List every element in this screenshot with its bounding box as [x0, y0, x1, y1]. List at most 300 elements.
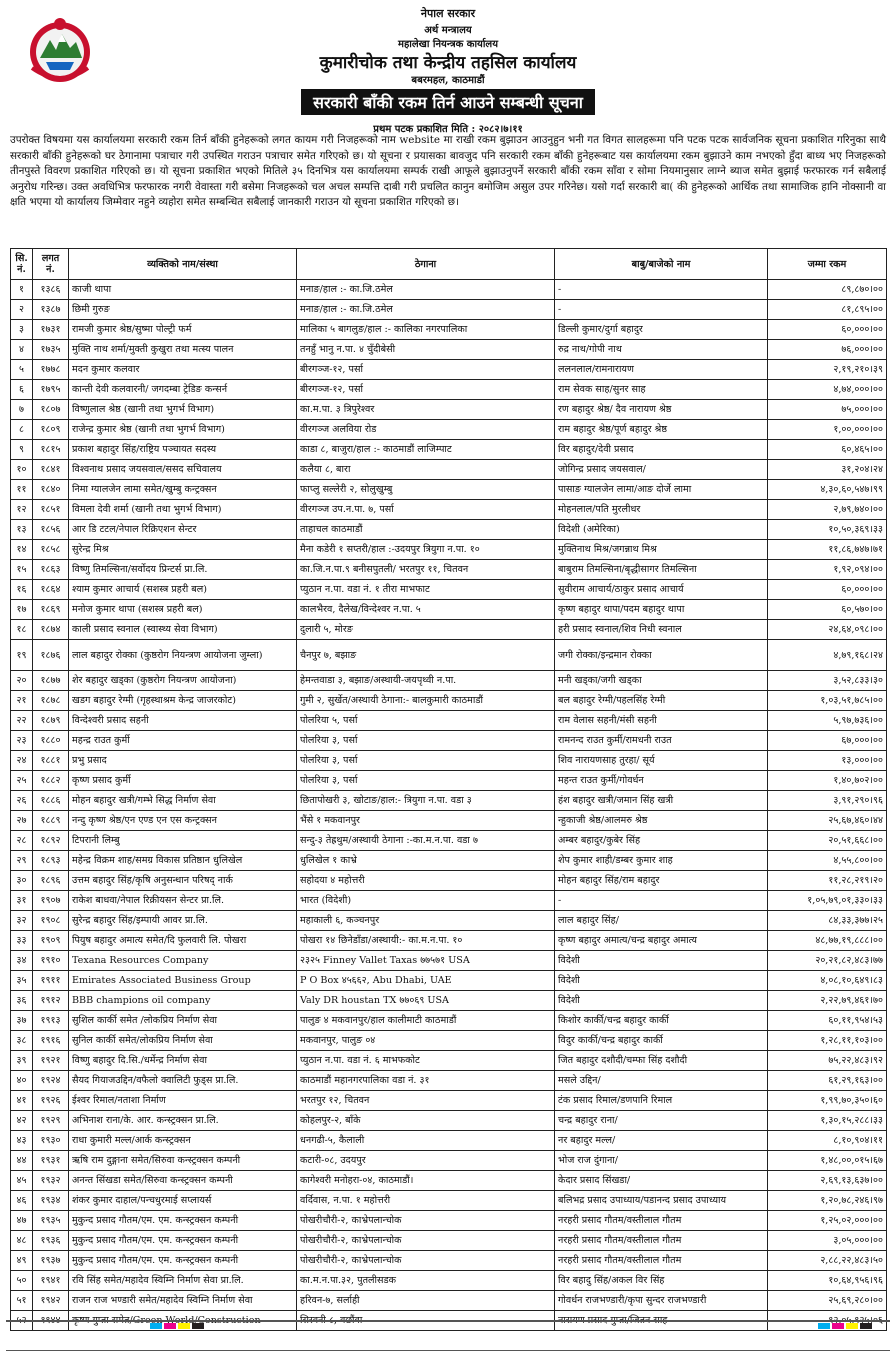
table-row: [11, 560, 887, 580]
cell-sn: ३२: [11, 911, 33, 931]
cell-lagat: १८८०: [33, 731, 69, 751]
cell-father: पासाङ ग्यालजेन लामा/आङ दोर्जे लामा: [555, 480, 768, 500]
table-row: [11, 731, 887, 751]
cell-lagat: १९२४: [33, 1071, 69, 1091]
cell-address: ताहाचल काठमाडौं: [297, 520, 555, 540]
cell-lagat: १९२६: [33, 1091, 69, 1111]
table-row: [11, 280, 887, 300]
table-row: [11, 400, 887, 420]
cell-father: कृष्ण बहादुर थापा/पदम बहादुर थापा: [555, 600, 768, 620]
footer-rule: [6, 1320, 890, 1322]
cell-sn: ३: [11, 320, 33, 340]
cell-sn: ४५: [11, 1171, 33, 1191]
cell-father: बल बहादुर रेग्मी/पहलसिंह रेग्मी: [555, 691, 768, 711]
cell-lagat: १८७४: [33, 620, 69, 640]
table-row: [11, 831, 887, 851]
cell-name: राकेश बाधवा/नेपाल रिक्रीयसन सेन्टर प्रा.लि.: [69, 891, 297, 911]
cell-father: मोहनलाल/पति मुरलीधर: [555, 500, 768, 520]
cell-lagat: १८५१: [33, 500, 69, 520]
cell-lagat: १९०७: [33, 891, 69, 911]
cell-address: पोखरीचौरी-२, काभ्रेपलान्चोक: [297, 1251, 555, 1271]
cell-father: विदेशी: [555, 991, 768, 1011]
cell-name: Emirates Associated Business Group: [69, 971, 297, 991]
cell-sn: ३६: [11, 991, 33, 1011]
cell-lagat: १८७६: [33, 640, 69, 671]
cell-lagat: १९१२: [33, 991, 69, 1011]
cell-amount: १,२८,११,१०३।००: [768, 1031, 887, 1051]
cell-amount: १,२०,७८,२४६।९७: [768, 1191, 887, 1211]
cell-amount: २५,६९,२८०।००: [768, 1291, 887, 1311]
cell-sn: ४८: [11, 1231, 33, 1251]
cell-amount: २,१९,२१०।३९: [768, 360, 887, 380]
table-row: [11, 480, 887, 500]
cell-name: महेन्द्र विक्रम शाह/समग्र विकास प्रतिष्ठान धुलिखेल: [69, 851, 297, 871]
cell-sn: २: [11, 300, 33, 320]
cell-amount: ६०,४६५।००: [768, 440, 887, 460]
cell-amount: ११,२८,२१९।२०: [768, 871, 887, 891]
print-color-bar: [192, 1323, 204, 1329]
cell-name: प्रकाश बहादुर सिंह/राष्ट्रिय पञ्चायत सदस्य: [69, 440, 297, 460]
cell-lagat: १८७८: [33, 691, 69, 711]
cell-address: बीरगञ्ज-१२, पर्सा: [297, 360, 555, 380]
table-row: [11, 771, 887, 791]
cell-name: विष्णु बहादुर दि.सि./धर्मेन्द्र निर्माण सेवा: [69, 1051, 297, 1071]
table-row: [11, 1291, 887, 1311]
table-row: [11, 811, 887, 831]
cell-address: बीरगञ्ज-१२, पर्सा: [297, 380, 555, 400]
cell-address: दुलारी ५, मोरङ: [297, 620, 555, 640]
cell-father: कृष्ण बहादुर अमात्य/चन्द्र बहादुर अमात्य: [555, 931, 768, 951]
cell-amount: १,३०,१५,२८८।३३: [768, 1111, 887, 1131]
cell-name: नन्दु कृष्ण श्रेष्ठ/एन एण्ड एन एस कन्ट्रक्सन: [69, 811, 297, 831]
cell-address: भैंसे १ मकवानपुर: [297, 811, 555, 831]
cell-name: सुरेन्द्र मिश्र: [69, 540, 297, 560]
cell-name: मुकुन्द प्रसाद गौतम/एम. एम. कन्स्ट्रक्सन कम्पनी: [69, 1231, 297, 1251]
office-location: बबरमहल, काठमाडौं: [411, 75, 485, 86]
cell-lagat: १९०८: [33, 911, 69, 931]
defaulters-table: [10, 248, 887, 1331]
table-row: [11, 1151, 887, 1171]
cell-sn: २२: [11, 711, 33, 731]
cell-address: पोखरीचौरी-२, काभ्रेपलान्चोक: [297, 1231, 555, 1251]
table-row: [11, 520, 887, 540]
print-color-bar: [860, 1323, 872, 1329]
cell-lagat: १९११: [33, 971, 69, 991]
cell-name: कृष्ण प्रसाद कुर्मी: [69, 771, 297, 791]
cell-sn: ९: [11, 440, 33, 460]
cell-lagat: १८९२: [33, 831, 69, 851]
cell-father: नरहरी प्रसाद गौतम/वस्तीलाल गौतम: [555, 1251, 768, 1271]
cell-lagat: १८८२: [33, 771, 69, 791]
cell-lagat: १९१०: [33, 951, 69, 971]
table-row: [11, 911, 887, 931]
cell-name: उत्तम बहादुर सिंह/कृषि अनुसन्धान परिषद् नार्क: [69, 871, 297, 891]
col-header-lagat: लगत नं.: [33, 249, 69, 280]
cell-lagat: १८५८: [33, 540, 69, 560]
cell-lagat: १३८६: [33, 280, 69, 300]
cell-sn: २५: [11, 771, 33, 791]
cell-amount: १,४०,७०२।००: [768, 771, 887, 791]
cell-address: कागेश्वरी मनोहरा-०४, काठमाडौं।: [297, 1171, 555, 1191]
cell-amount: २४,६४,०९८।००: [768, 620, 887, 640]
table-row: [11, 620, 887, 640]
cell-father: चन्द्र बहादुर राना/: [555, 1111, 768, 1131]
cell-father: बाबुराम तिमल्सिना/बृद्धीसागर तिमल्सिना: [555, 560, 768, 580]
table-row: [11, 380, 887, 400]
cell-lagat: १७३५: [33, 340, 69, 360]
cell-address: महाकाली ६, कञ्चनपुर: [297, 911, 555, 931]
cell-lagat: १९३७: [33, 1251, 69, 1271]
office-title: कुमारीचोक तथा केन्द्रीय तहसिल कार्यालय: [319, 53, 577, 73]
cell-address: धुलिखेल १ काभ्रे: [297, 851, 555, 871]
cell-address: हेमन्तवाडा ३, बझाङ/अस्थायी-जयपृथ्वी न.पा.: [297, 671, 555, 691]
cell-name: लाल बहादुर रोक्का (कुष्ठरोग नियन्त्रण आयोजना जुम्ला): [69, 640, 297, 671]
cell-sn: १०: [11, 460, 33, 480]
cell-father: हरी प्रसाद स्वनाल/शिव निधी स्वनाल: [555, 620, 768, 640]
table-row: [11, 1211, 887, 1231]
cell-amount: १,९२,०९४।००: [768, 560, 887, 580]
cell-sn: ८: [11, 420, 33, 440]
cell-lagat: १८४०: [33, 480, 69, 500]
cell-sn: ५०: [11, 1271, 33, 1291]
cell-lagat: १८६९: [33, 600, 69, 620]
cell-name: मुकुन्द प्रसाद गौतम/एम. एम. कन्स्ट्रक्सन कम्पनी: [69, 1251, 297, 1271]
table-row: [11, 1251, 887, 1271]
cell-lagat: १९१६: [33, 1031, 69, 1051]
table-row: [11, 540, 887, 560]
cell-father: शिव नारायणसाह तुरहा/ सूर्य: [555, 751, 768, 771]
cell-name: श्याम कुमार आचार्य (सशस्त्र प्रहरी बल): [69, 580, 297, 600]
cell-amount: ३,९१,२९०।९६: [768, 791, 887, 811]
cell-lagat: १९२९: [33, 1111, 69, 1131]
cell-lagat: १९४१: [33, 1271, 69, 1291]
cell-name: मनोज कुमार थापा (सशस्त्र प्रहरी बल): [69, 600, 297, 620]
cell-name: Texana Resources Company: [69, 951, 297, 971]
cell-father: नर बहादुर मल्ल/: [555, 1131, 768, 1151]
cell-address: पालुङ ४ मकवानपुर/हाल कालीमाटी काठमाडौं: [297, 1011, 555, 1031]
cell-amount: २,६९,१३,६३७।००: [768, 1171, 887, 1191]
cell-amount: ७६,०००।००: [768, 340, 887, 360]
cell-father: भोज राज दुंगाना/: [555, 1151, 768, 1171]
table-row: [11, 1051, 887, 1071]
cell-address: पोलरिया ३, पर्सा: [297, 771, 555, 791]
table-row: [11, 871, 887, 891]
cell-father: जित बहादुर दशौदी/चम्फा सिंह दशौदी: [555, 1051, 768, 1071]
cell-father: विदेशी: [555, 971, 768, 991]
cell-address: कोहलपुर-२, बाँके: [297, 1111, 555, 1131]
cell-name: खडग बहादुर रेग्मी (गृहस्थाश्रम केन्द्र जाजरकोट): [69, 691, 297, 711]
cell-amount: २०,२१,८२,४८३।७७: [768, 951, 887, 971]
table-header-row: [11, 249, 887, 280]
cell-sn: ४०: [11, 1071, 33, 1091]
cell-father: -: [555, 280, 768, 300]
table-row: [11, 1171, 887, 1191]
cell-address: कलैया ८, बारा: [297, 460, 555, 480]
cell-lagat: १८१५: [33, 440, 69, 460]
cell-amount: १,००,०००।००: [768, 420, 887, 440]
cell-father: बलिभद्र प्रसाद उपाध्याय/पडानन्द प्रसाद उपाध्याय: [555, 1191, 768, 1211]
cell-father: राम सेवक साह/सुनर साह: [555, 380, 768, 400]
cell-father: रण बहादुर श्रेष्ठ/ दैव नारायण श्रेष्ठ: [555, 400, 768, 420]
gov-title: नेपाल सरकार: [420, 7, 476, 20]
cell-amount: ६०,०००।००: [768, 320, 887, 340]
cell-amount: ४८,७७,१९,८८८।००: [768, 931, 887, 951]
cell-amount: २,७९,७४०।००: [768, 500, 887, 520]
cell-address: मनाङ/हाल :- का.जि.ठमेल: [297, 300, 555, 320]
cell-name: सुनिल कार्की समेत/लोकप्रिय निर्माण सेवा: [69, 1031, 297, 1051]
table-row: [11, 851, 887, 871]
cell-address: काठमाडौं महानगरपालिका वडा नं. ३१: [297, 1071, 555, 1091]
cell-address: वीरगञ्ज अलविया रोड: [297, 420, 555, 440]
cell-name: रामजी कुमार श्रेष्ठ/सुष्मा पोल्ट्री फर्म: [69, 320, 297, 340]
cell-name: आर डि टटल/नेपाल रिक्रिएशन सेन्टर: [69, 520, 297, 540]
cell-father: -: [555, 891, 768, 911]
cell-amount: ४,०८,१०,६४९।८३: [768, 971, 887, 991]
ministry-title: अर्थ मन्त्रालय: [424, 25, 472, 36]
cell-father: मसले उद्दिन/: [555, 1071, 768, 1091]
cell-name: अनन्त सिंखडा समेत/सिरुवा कन्स्ट्रक्सन कम्पनी: [69, 1171, 297, 1191]
cell-father: मुक्तिनाथ मिश्र/जगन्नाथ मिश्र: [555, 540, 768, 560]
cell-amount: ६७,०००।००: [768, 731, 887, 751]
cell-lagat: १९३४: [33, 1191, 69, 1211]
cell-address: सन्दु-३ तेह्रथुम/अस्थायी ठेगाना :-का.म.न.पा. वडा ७: [297, 831, 555, 851]
cell-lagat: १८७९: [33, 711, 69, 731]
cell-sn: ३१: [11, 891, 33, 911]
cell-amount: ३,०५,०००।००: [768, 1231, 887, 1251]
cell-address: मकवानपुर, पालुङ ०४: [297, 1031, 555, 1051]
cell-name: शंकर कुमार दाहाल/पन्चधुरमाई सप्लायर्स: [69, 1191, 297, 1211]
cell-lagat: १८७७: [33, 671, 69, 691]
cell-amount: १३,०००।००: [768, 751, 887, 771]
cell-sn: २६: [11, 791, 33, 811]
table-row: [11, 971, 887, 991]
cell-father: किशोर कार्की/चन्द्र बहादुर कार्की: [555, 1011, 768, 1031]
cell-father: रामनन्द राउत कुर्मी/रामधनी राउत: [555, 731, 768, 751]
cell-name: टिपरानी लिम्बु: [69, 831, 297, 851]
cell-name: मोहन बहादुर खत्री/गम्भे सिद्ध निर्माण सेवा: [69, 791, 297, 811]
cell-father: विर बहादु सिंह/अकल विर सिंह: [555, 1271, 768, 1291]
cell-father: -: [555, 300, 768, 320]
cell-address: Valy DR houstan TX ७७०६९ USA: [297, 991, 555, 1011]
table-row: [11, 420, 887, 440]
cell-sn: ४७: [11, 1211, 33, 1231]
cell-sn: ७: [11, 400, 33, 420]
cell-name: ऋषि राम दुङ्गाना समेत/सिरुवा कन्स्ट्रक्सन कम्पनी: [69, 1151, 297, 1171]
cell-sn: १९: [11, 640, 33, 671]
print-color-bar: [164, 1323, 176, 1329]
cell-sn: २८: [11, 831, 33, 851]
cell-name: सुशिल कार्की समेत /लोकप्रिय निर्माण सेवा: [69, 1011, 297, 1031]
cell-sn: १३: [11, 520, 33, 540]
cell-lagat: १८९३: [33, 851, 69, 871]
cell-father: नरहरी प्रसाद गौतम/वस्तीलाल गौतम: [555, 1211, 768, 1231]
cell-sn: ४१: [11, 1091, 33, 1111]
cell-lagat: १७७८: [33, 360, 69, 380]
cell-father: न्हुकाजी श्रेष्ठ/आलमरु श्रेष्ठ: [555, 811, 768, 831]
cell-sn: २९: [11, 851, 33, 871]
table-row: [11, 360, 887, 380]
cell-lagat: १८८६: [33, 791, 69, 811]
cell-father: रुद्र नाथ/गोपी नाथ: [555, 340, 768, 360]
table-row: [11, 711, 887, 731]
cell-sn: १६: [11, 580, 33, 600]
cell-name: प्रभु प्रसाद: [69, 751, 297, 771]
table-row: [11, 1031, 887, 1051]
cell-name: विश्वनाथ प्रसाद जयसवाल/ससद सचिवालय: [69, 460, 297, 480]
cell-father: मनी खड्का/जगी खड्का: [555, 671, 768, 691]
table-row: [11, 320, 887, 340]
cell-lagat: १९३२: [33, 1171, 69, 1191]
cell-address: भरतपुर १२, चितवन: [297, 1091, 555, 1111]
cell-name: निमा ग्यालजेन लामा समेत/खुम्बु कन्ट्रक्सन: [69, 480, 297, 500]
cell-sn: ४२: [11, 1111, 33, 1131]
cell-lagat: १८६३: [33, 560, 69, 580]
notice-header: [0, 0, 896, 148]
cell-father: विर बहादुर/देवी प्रसाद: [555, 440, 768, 460]
table-row: [11, 1131, 887, 1151]
cell-address: काडा ८, बाजुरा/हाल :- काठमाडौं लाजिम्पाट: [297, 440, 555, 460]
cell-amount: १,०३,५१,७८५।००: [768, 691, 887, 711]
cell-name: विमला देवी शर्मा (खानी तथा भुगर्भ विभाग): [69, 500, 297, 520]
table-row: [11, 440, 887, 460]
cell-father: मोहन बहादुर सिंह/राम बहादुर: [555, 871, 768, 891]
cell-father: विदुर कार्की/चन्द्र बहादुर कार्की: [555, 1031, 768, 1051]
cell-amount: २५,६७,४६०।४४: [768, 811, 887, 831]
cell-sn: १५: [11, 560, 33, 580]
cell-address: छितापोखरी ३, खोटाङ/हाल:- त्रियुगा न.पा. वडा ३: [297, 791, 555, 811]
cell-sn: ४९: [11, 1251, 33, 1271]
table-row: [11, 580, 887, 600]
cell-amount: १०,५०,३६९।३३: [768, 520, 887, 540]
print-color-bar: [818, 1323, 830, 1329]
cell-lagat: १८८१: [33, 751, 69, 771]
cell-sn: २१: [11, 691, 33, 711]
cell-address: सहोदया ४ महोत्तरी: [297, 871, 555, 891]
table-row: [11, 600, 887, 620]
cell-father: नरहरी प्रसाद गौतम/वस्तीलाल गौतम: [555, 1231, 768, 1251]
cell-address: पोलरिया ३, पर्सा: [297, 751, 555, 771]
table-row: [11, 1231, 887, 1251]
cell-address: पोखरीचौरी-२, काभ्रेपलान्चोक: [297, 1211, 555, 1231]
cell-amount: १,०५,७९,०१,३३०।३३: [768, 891, 887, 911]
cell-name: विन्देश्वरी प्रसाद सहनी: [69, 711, 297, 731]
cell-lagat: १९३१: [33, 1151, 69, 1171]
cell-father: शेप कुमार शाही/डम्बर कुमार शाह: [555, 851, 768, 871]
cell-sn: २३: [11, 731, 33, 751]
cell-address: का.म.न.पा.३२, पुतलीसडक: [297, 1271, 555, 1291]
cell-amount: ३,५२,८३३।३०: [768, 671, 887, 691]
cell-address: मालिका ५ बागलुङ/हाल :- कालिका नगरपालिका: [297, 320, 555, 340]
table-row: [11, 951, 887, 971]
cell-address: का.जि.न.पा.९ बनीसपुतली/ भरतपुर ११, चितवन: [297, 560, 555, 580]
cell-name: शेर बहादुर खड्का (कुष्ठरोग नियन्त्रण आयोजना): [69, 671, 297, 691]
cell-sn: ३३: [11, 931, 33, 951]
cell-sn: ४: [11, 340, 33, 360]
cell-address: धनगढी-५, कैलाली: [297, 1131, 555, 1151]
cell-address: पोखरा १४ छिनेडाँडा/अस्थायी:- का.म.न.पा. १०: [297, 931, 555, 951]
cell-amount: २,८८,२२,४८३।५०: [768, 1251, 887, 1271]
cell-lagat: १८९६: [33, 871, 69, 891]
cell-name: सुरेन्द्र बहादुर सिंह/इम्पायी आवर प्रा.लि.: [69, 911, 297, 931]
cell-amount: ४,३०,६०,५४७।९९: [768, 480, 887, 500]
cell-sn: १७: [11, 600, 33, 620]
col-header-amount: जम्मा रकम: [768, 249, 887, 280]
table-row: [11, 460, 887, 480]
notice-banner: सरकारी बाँकी रकम तिर्न आउने सम्बन्धी सूचना: [301, 89, 595, 115]
table-row: [11, 671, 887, 691]
cell-amount: ८४,३३,३७७।२५: [768, 911, 887, 931]
cell-lagat: १९३५: [33, 1211, 69, 1231]
table-row: [11, 891, 887, 911]
cell-father: राम वेलास सहनी/मंसी सहनी: [555, 711, 768, 731]
cell-amount: ८१,८९५।००: [768, 300, 887, 320]
cell-sn: ३९: [11, 1051, 33, 1071]
print-color-bar: [832, 1323, 844, 1329]
cell-sn: ५१: [11, 1291, 33, 1311]
col-header-name: व्यक्तिको नाम/संस्था: [69, 249, 297, 280]
cell-lagat: १९३०: [33, 1131, 69, 1151]
cell-amount: ४,७४,०००।००: [768, 380, 887, 400]
cell-sn: ४६: [11, 1191, 33, 1211]
cell-lagat: १८०९: [33, 420, 69, 440]
department-title: महालेखा नियन्त्रक कार्यालय: [397, 39, 499, 50]
cell-sn: ३५: [11, 971, 33, 991]
cell-amount: ११,८६,७४७।७१: [768, 540, 887, 560]
cell-father: केदार प्रसाद सिंखडा/: [555, 1171, 768, 1191]
cell-sn: २०: [11, 671, 33, 691]
cell-lagat: १९१३: [33, 1011, 69, 1031]
cell-amount: १,२५,०२,०००।००: [768, 1211, 887, 1231]
table-row: [11, 300, 887, 320]
cell-lagat: १८४१: [33, 460, 69, 480]
publish-date: प्रथम पटक प्रकाशित मिति : २०८२।७।११: [373, 124, 523, 135]
cell-address: फाप्लु सल्लेरी २, सोलुखुम्बु: [297, 480, 555, 500]
cell-amount: ४,७९,१६८।२४: [768, 640, 887, 671]
print-color-bar: [178, 1323, 190, 1329]
cell-name: छिमी गुरुङ: [69, 300, 297, 320]
cell-sn: ४३: [11, 1131, 33, 1151]
cell-lagat: १३८७: [33, 300, 69, 320]
table-row: [11, 1011, 887, 1031]
table-row: [11, 751, 887, 771]
cell-amount: ७५,०००।००: [768, 400, 887, 420]
cell-name: विष्णुलाल श्रेष्ठ (खानी तथा भुगर्भ विभाग): [69, 400, 297, 420]
cell-address: २३२५ Finney Vallet Taxas ७७५७१ USA: [297, 951, 555, 971]
cell-address: गुमी २, सुर्खेत/अस्थायी ठेगाना:- बालकुमारी काठमाडौं: [297, 691, 555, 711]
table-row: [11, 340, 887, 360]
cell-sn: १४: [11, 540, 33, 560]
cell-address: तनहुँ भानु न.पा. ४ चुँदीबेसी: [297, 340, 555, 360]
cell-lagat: १९०९: [33, 931, 69, 951]
cell-father: अम्बर बहादुर/कुबेर सिंह: [555, 831, 768, 851]
cell-lagat: १७९५: [33, 380, 69, 400]
cell-sn: ११: [11, 480, 33, 500]
cell-name: महन्द्र राउत कुर्मी: [69, 731, 297, 751]
cell-amount: ६०,११,९५४।५३: [768, 1011, 887, 1031]
cell-sn: २७: [11, 811, 33, 831]
cell-amount: १,४८,००,०१५।६७: [768, 1151, 887, 1171]
cell-name: अभिनाश राना/के. आर. कन्स्ट्रक्सन प्रा.लि.: [69, 1111, 297, 1131]
cell-lagat: १८०७: [33, 400, 69, 420]
cell-address: कटारी-०८, उदयपुर: [297, 1151, 555, 1171]
cell-amount: ४,५५,८००।००: [768, 851, 887, 871]
cell-amount: ८,१०,९०४।११: [768, 1131, 887, 1151]
cell-sn: ६: [11, 380, 33, 400]
cell-lagat: १८५६: [33, 520, 69, 540]
print-color-bar: [846, 1323, 858, 1329]
cell-amount: ३१,२०४।२४: [768, 460, 887, 480]
cell-name: कान्ती देवी कलवारनी/ जगदम्बा ट्रेडिङ कन्सर्न: [69, 380, 297, 400]
